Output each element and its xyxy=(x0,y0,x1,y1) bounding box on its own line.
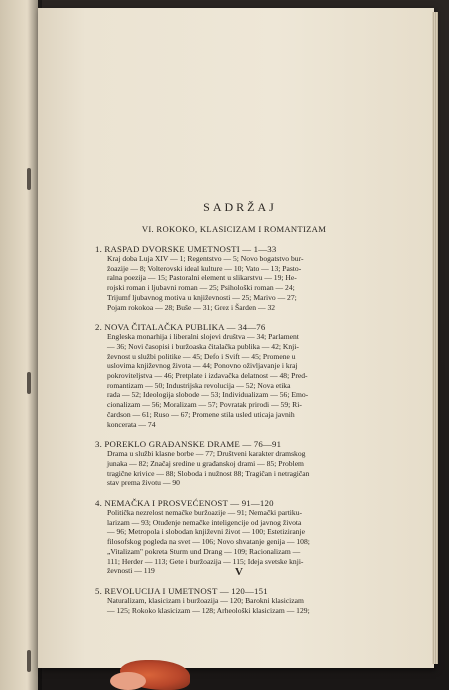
toc-entry-line: Pojam rokokoa — 28; Buše — 31; Grez i Šarden — 32 xyxy=(107,302,276,312)
toc-entry-heading: 3. POREKLO GRAĐANSKE DRAME — 76—91 xyxy=(95,439,282,450)
toc-entry-line: rada — 52; Ideologija slobode — 53; Individualizam — 56; Emo- xyxy=(107,390,309,400)
toc-entry-heading: 1. RASPAD DVORSKE UMETNOSTI — 1—33 xyxy=(95,244,277,254)
toc-entry-body xyxy=(95,449,373,488)
toc-entry-line: Drama u službi klasne borbe — 77; Društveni karakter dramskog xyxy=(107,449,306,459)
toc-entry-line: stav prema životu — 90 xyxy=(107,478,180,488)
toc-entry-body xyxy=(95,332,373,429)
toc-entry-heading: 4. NEMAČKA I PROSVEĆENOST — 91—120 xyxy=(95,498,274,509)
toc-entry-line: cionalizam — 56; Moralizam — 57; Povratak prirodi — 59; Ri- xyxy=(107,400,302,410)
toc-entry-line: pokroviteljstva — 46; Pretplate i izdavačka delatnost — 48; Pred- xyxy=(107,371,308,381)
toc-entry xyxy=(95,586,373,615)
page-number: V xyxy=(235,566,243,578)
toc-entry-line: „Vitalizam" pokreta Sturm und Drang — 109; Racionalizam — xyxy=(107,546,301,556)
toc-entry-line: romantizam — 50; Industrijska revolucija — 52; Nova etika xyxy=(107,380,291,390)
table-of-contents xyxy=(95,200,373,625)
toc-entry-line: ralna poezija — 15; Pastoralni element u slikarstvu — 19; He- xyxy=(107,273,297,283)
toc-entry-line: koncerata — 74 xyxy=(107,419,156,429)
toc-entry-line: — 125; Rokoko klasicizam — 128; Arheološki klasicizam — 129; xyxy=(107,605,310,615)
binding-stitch xyxy=(27,168,31,190)
binding-stitch xyxy=(27,372,31,394)
toc-entry-line: ževnost u službi politike — 45; Defo i Svift — 45; Promene u xyxy=(107,351,296,361)
toc-entry-line: Kraj doba Luja XIV — 1; Regentstvo — 5; Novo bogatstvo bur- xyxy=(107,254,304,263)
toc-entry-line: žoazije — 8; Volterovski ideal kulture — 10; Vato — 13; Pasto- xyxy=(107,263,302,273)
toc-entry-line: Politička nezrelost nemačke buržoazije — 91; Nemački partiku- xyxy=(107,508,303,518)
toc-entries xyxy=(95,244,373,615)
toc-entry-heading: 2. NOVA ČITALAČKA PUBLIKA — 34—76 xyxy=(95,322,266,333)
binding-stitch xyxy=(27,650,31,672)
toc-entry-line: Naturalizam, klasicizam i buržoazija — 120; Barokni klasicizam xyxy=(107,595,304,605)
toc-entry-line: uslovima književnog života — 44; Ponovno oživljavanje i kraj xyxy=(107,361,298,371)
toc-entry-line: tragične krivice — 88; Sloboda i nužnost 88; Tragičan i netragičan xyxy=(107,468,310,478)
toc-entry-line: Engleska monarhija i liberalni slojevi društva — 34; Parlament xyxy=(107,332,299,342)
toc-entry-heading: 5. REVOLUCIJA I UMETNOST — 120—151 xyxy=(95,585,268,596)
toc-entry-line: ževnosti — 119 xyxy=(107,566,155,576)
toc-entry-line: 111; Herder — 113; Gete i buržoazija — 115; Ideja svetske knji- xyxy=(107,556,304,566)
toc-entry-line: čardson — 61; Ruso — 67; Promene stila usled uticaja javnih xyxy=(107,409,295,419)
toc-title: SADRŽAJ xyxy=(203,200,277,214)
toc-entry xyxy=(95,322,373,429)
toc-entry-body xyxy=(95,508,373,576)
toc-entry-line: junaka — 82; Značaj sredine u građanskoj drami — 85; Problem xyxy=(107,458,304,468)
toc-entry-line: — 96; Metropola i slobodan književni život — 100; Estetiziranje xyxy=(107,527,306,537)
toc-entry-line: Trijumf ljubavnog motiva u književnosti — 25; Marivo — 27; xyxy=(107,292,297,302)
toc-entry xyxy=(95,439,373,488)
toc-entry-body xyxy=(95,254,373,312)
part-heading: VI. ROKOKO, KLASICIZAM I ROMANTIZAM xyxy=(141,224,327,234)
toc-entry xyxy=(95,244,373,312)
bookmark-ribbon-fold xyxy=(110,672,146,690)
toc-entry xyxy=(95,498,373,576)
toc-entry-body xyxy=(95,596,373,615)
toc-entry-line: — 36; Novi časopisi i buržoaska čitalačka publika — 42; Knji- xyxy=(107,341,299,351)
toc-entry-line: filosofskog pogleda na svet — 106; Novo shvatanje genija — 108; xyxy=(107,537,310,547)
page-edges xyxy=(432,12,438,664)
toc-entry-line: rojski roman i ljubavni roman — 25; Psihološki roman — 24; xyxy=(107,283,295,293)
toc-entry-line: larizam — 93; Otuđenje nemačke inteligencije od javnog života xyxy=(107,517,302,527)
